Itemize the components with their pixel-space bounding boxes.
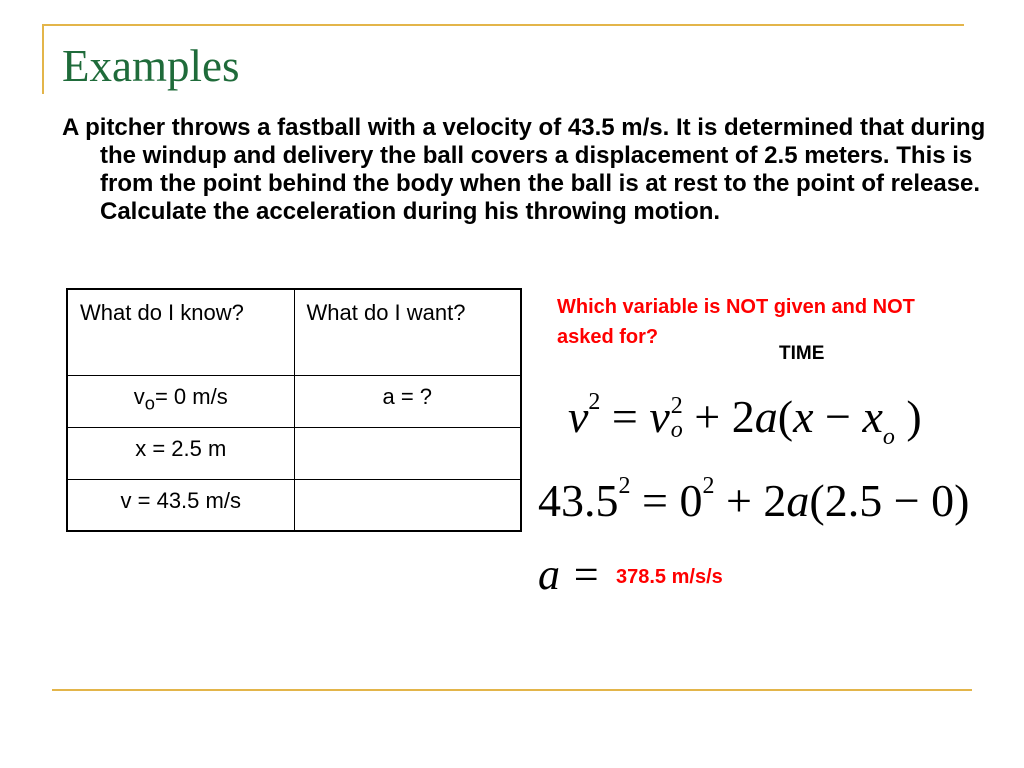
eq1-x0: x: [862, 391, 883, 442]
eq2-a: a: [786, 475, 810, 526]
substituted-equation: [538, 473, 970, 526]
subscript-o: o: [144, 391, 155, 413]
problem-statement: A pitcher throws a fastball with a velocity of 43.5 m/s. It is determined that during the windup and delivery the ball covers a displacement of 2.5 meters. This is from the point behind the body when the ball is at rest to the point of release. Calculate the acceleration during his throwing motion.: [62, 114, 986, 225]
result-equation: a =: [538, 550, 601, 599]
table-row: [67, 375, 521, 427]
table-header-row: [67, 289, 521, 375]
eq1-paren-close: ): [894, 391, 922, 442]
cell-want: [294, 427, 521, 479]
eq2-velocity-exp: 2: [618, 473, 631, 499]
eq1-v0: v: [649, 391, 670, 442]
eq1-equals: =: [600, 391, 650, 442]
eq1-minus: −: [813, 391, 863, 442]
eq1-a: a: [754, 391, 778, 442]
variable-question: Which variable is NOT given and NOT asked for?: [557, 296, 915, 348]
eq1-lhs: v: [568, 391, 589, 442]
eq1-lhs-exp: 2: [588, 389, 601, 415]
eq1-plus: + 2: [682, 391, 755, 442]
eq2-equals-zero: = 0: [630, 475, 703, 526]
eq2-zero-exp: 2: [702, 473, 715, 499]
eq1-paren-open: (: [777, 391, 794, 442]
table-row: [67, 479, 521, 531]
table-row: [67, 427, 521, 479]
cell-know: [67, 375, 294, 427]
eq1-v0-sub: o: [670, 417, 683, 444]
cell-know: v = 43.5 m/s: [67, 479, 294, 531]
eq2-plus: + 2: [714, 475, 787, 526]
value-text: = 0 m/s: [154, 383, 228, 409]
cell-want: a = ?: [294, 375, 521, 427]
eq1-v0-scripts: [671, 394, 683, 442]
know-want-table: [66, 288, 522, 532]
slide-title: Examples: [62, 41, 240, 91]
top-accent-line: [42, 24, 964, 26]
answer-time: TIME: [779, 343, 825, 364]
result-value: 378.5 m/s/s: [616, 566, 723, 588]
eq1-x0-sub: o: [882, 424, 895, 451]
eq2-tail: (2.5 − 0): [809, 475, 970, 526]
header-want: What do I want?: [294, 289, 521, 375]
var-v: v: [133, 383, 145, 409]
cell-know: x = 2.5 m: [67, 427, 294, 479]
kinematic-equation: [568, 389, 922, 451]
left-accent-line: [42, 24, 44, 94]
eq1-x: x: [793, 391, 814, 442]
header-know: What do I know?: [67, 289, 294, 375]
cell-want: [294, 479, 521, 531]
eq1-v0-exp: 2: [670, 393, 683, 420]
eq2-velocity: 43.5: [538, 475, 619, 526]
bottom-accent-line: [52, 689, 972, 691]
